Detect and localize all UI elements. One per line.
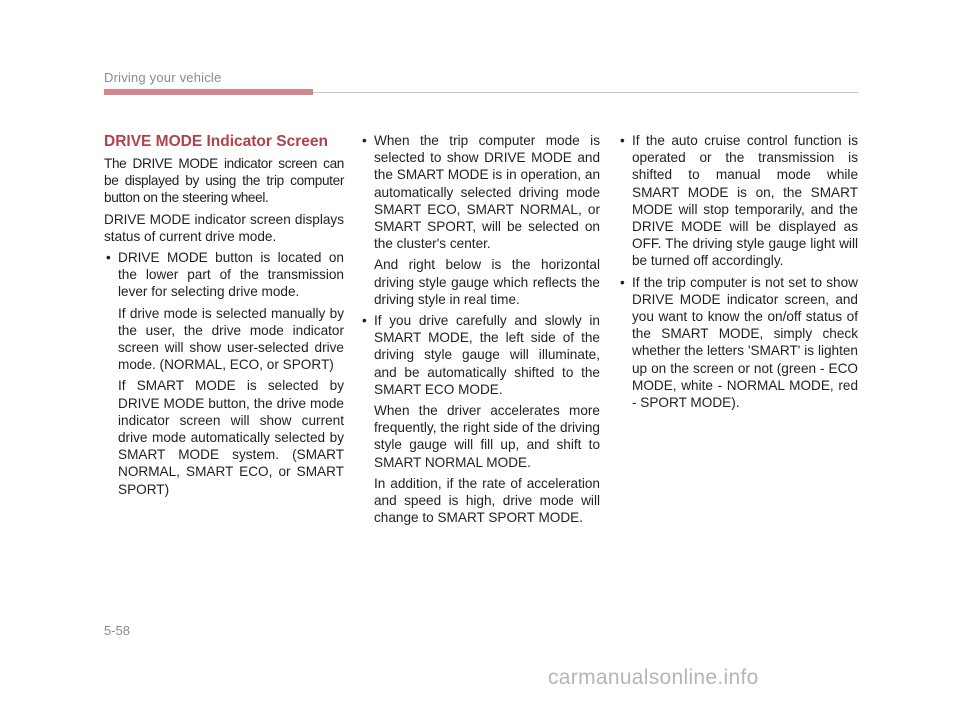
- bullet-icon: •: [106, 250, 111, 266]
- bullet-text: If the auto cruise control function is operated or the transmission is shifted to manual mode while SMART MODE is on, the SMART MODE will stop temporarily, and the DRIVE MODE will be displayed as OFF. The driving style gauge light will be turned off accordingly.: [632, 133, 858, 269]
- header-divider: [313, 92, 858, 93]
- bullet-icon: •: [362, 313, 367, 329]
- bullet-text: If you drive carefully and slowly in SMART MODE, the left side of the driving style gauge will illuminate, and be automatically shifted to the SMART ECO MODE.: [374, 313, 600, 397]
- bullet-item: [618, 274, 858, 412]
- bullet-icon: •: [362, 133, 367, 148]
- page-number: 5-58: [104, 623, 131, 638]
- sub-paragraph: If drive mode is selected manually by the user, the drive mode indicator screen will show user-selected drive mode. (NORMAL, ECO, or SPORT): [118, 305, 344, 373]
- text-column-1: [104, 132, 344, 502]
- section-title: Driving your vehicle: [104, 70, 222, 85]
- section-heading: DRIVE MODE Indicator Screen: [104, 133, 328, 150]
- bullet-text: If the trip computer is not set to show DRIVE MODE indicator screen, and you want to know the on/off status of the SMART MODE, simply check whether the letters 'SMART' is lighten up on the screen or not (green - ECO MODE, white - NORMAL MODE, red - SPORT MODE).: [632, 274, 858, 411]
- paragraph: DRIVE MODE indicator screen displays status of current drive mode.: [104, 211, 344, 244]
- sub-paragraph: And right below is the horizontal driving style gauge which reflects the driving style in real time.: [374, 257, 600, 307]
- sub-paragraph: In addition, if the rate of acceleration and speed is high, drive mode will change to SMART SPORT MODE.: [374, 475, 600, 526]
- bullet-item: [104, 249, 344, 301]
- bullet-text: When the trip computer mode is selected to show DRIVE MODE and the SMART MODE is in operation, an automatically selected driving mode SMART ECO, SMART NORMAL, or SMART SPORT, will be selected on the cluster's center.: [374, 133, 600, 252]
- paragraph: The DRIVE MODE indicator screen can be displayed by using the trip computer button on the steering wheel.: [104, 156, 344, 206]
- sub-paragraph: When the driver accelerates more frequently, the right side of the driving style gauge will fill up, and shift to SMART NORMAL MODE.: [374, 403, 600, 470]
- text-column-3: [618, 132, 858, 415]
- bullet-item: [360, 312, 600, 398]
- sub-paragraph: If SMART MODE is selected by DRIVE MODE button, the drive mode indicator screen will show current drive mode automatically selected by SMART MODE system. (SMART NORMAL, SMART ECO, or SMART SPORT): [118, 378, 344, 497]
- bullet-icon: •: [620, 274, 625, 290]
- bullet-text: DRIVE MODE button is located on the lower part of the transmission lever for selecting drive mode.: [118, 250, 344, 300]
- bullet-item: [360, 132, 600, 252]
- watermark-text: carmanualsonline.info: [548, 666, 759, 689]
- header-accent-bar: [104, 89, 313, 95]
- bullet-item: [618, 132, 858, 270]
- text-column-2: [360, 132, 600, 530]
- bullet-icon: •: [620, 133, 625, 148]
